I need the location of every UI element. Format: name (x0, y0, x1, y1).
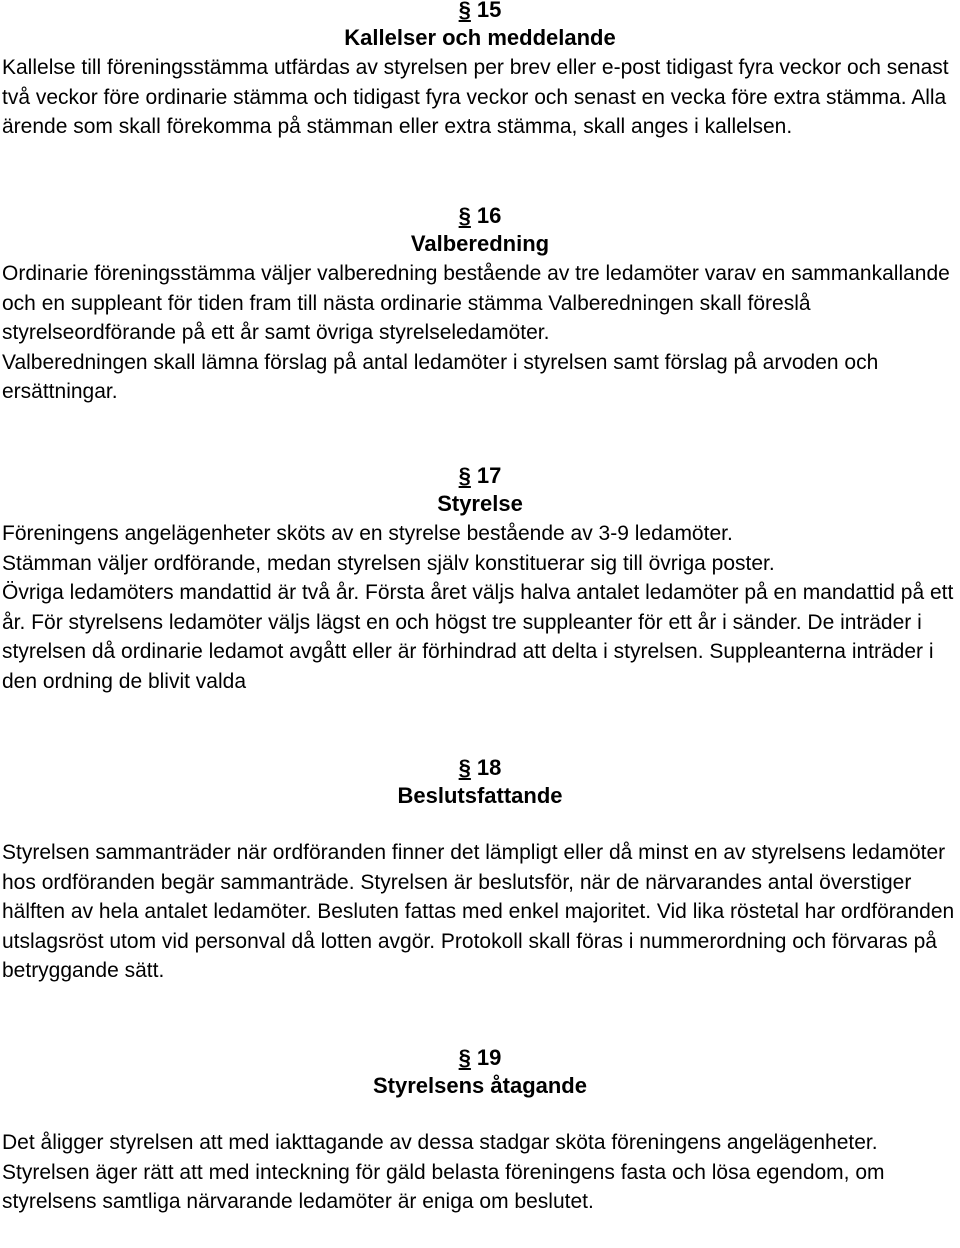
section-number-value: 18 (476, 755, 502, 780)
section-16 (0, 203, 960, 407)
section-symbol: § (458, 1045, 471, 1070)
section-title: Styrelsens åtagande (373, 1073, 587, 1098)
section-number-value: 17 (476, 463, 502, 488)
paragraph: Föreningens angelägenheter sköts av en styrelse bestående av 3-9 ledamöter. (2, 522, 733, 545)
paragraph: Övriga ledamöters mandattid är två år. Första året väljs halva antalet ledamöter på en mandattid på ett år. För styrelsens ledamöter väljs lägst en och högst tre suppleanter för ett år i sänder. De inträder i styrelsen då ordinarie ledamot avgått eller är förhindrad att delta i styrelsen. Suppleanterna inträder i den ordning de blivit valda (2, 581, 954, 693)
section-symbol: § (458, 755, 471, 780)
section-title: Kallelser och meddelande (344, 25, 616, 50)
section-symbol: § (458, 0, 471, 22)
section-title: Beslutsfattande (397, 783, 563, 808)
section-number (0, 463, 960, 489)
section-number-value: 16 (476, 203, 502, 228)
section-symbol: § (458, 463, 471, 488)
paragraph: Det åligger styrelsen att med iakttagande av dessa stadgar sköta föreningens angelägenheter. (2, 1131, 878, 1154)
paragraph: Styrelsen sammanträder när ordföranden finner det lämpligt eller då minst en av styrelsens ledamöter hos ordföranden begär sammanträde. Styrelsen är beslutsför, när de närvarandes antal överstiger hälften av hela antalet ledamöter. Besluten fattas med enkel majoritet. Vid lika röstetal har ordföranden utslagsröst utom vid personval då lotten avgör. Protokoll skall föras i nummerordning och förvaras på betryggande sätt. (2, 841, 955, 983)
section-symbol: § (458, 203, 471, 228)
paragraph: Stämman väljer ordförande, medan styrelsen själv konstituerar sig till övriga poster. (2, 551, 775, 575)
section-title: Styrelse (437, 491, 523, 516)
paragraph: Ordinarie föreningsstämma väljer valberedning bestående av tre ledamöter varav en sammankallande och en suppleant för tiden fram till nästa ordinarie stämma Valberedningen skall föreslå styrelseordförande på ett år samt övriga styrelseledamöter. (2, 262, 950, 345)
section-19 (0, 1045, 960, 1217)
section-number (0, 0, 960, 23)
section-number (0, 1045, 960, 1071)
paragraph: Styrelsen äger rätt att med inteckning för gäld belasta föreningens fasta och lösa egendom, om styrelsens samtliga närvarande ledamöter är eniga om beslutet. (2, 1160, 885, 1214)
section-number-value: 19 (476, 1045, 502, 1070)
section-15 (0, 0, 960, 142)
section-17 (0, 463, 960, 697)
paragraph: Kallelse till föreningsstämma utfärdas av styrelsen per brev eller e-post tidigast fyra veckor och senast två veckor före ordinarie stämma och tidigast fyra veckor och senast en vecka före extra stämma. Alla ärende som skall förekomma på stämman eller extra stämma, skall anges i kallelsen. (2, 56, 949, 139)
section-number (0, 203, 960, 229)
section-18 (0, 755, 960, 986)
section-number (0, 755, 960, 781)
section-title: Valberedning (410, 231, 550, 256)
section-number-value: 15 (476, 0, 502, 22)
paragraph: Valberedningen skall lämna förslag på antal ledamöter i styrelsen samt förslag på arvoden och ersättningar. (2, 350, 879, 404)
